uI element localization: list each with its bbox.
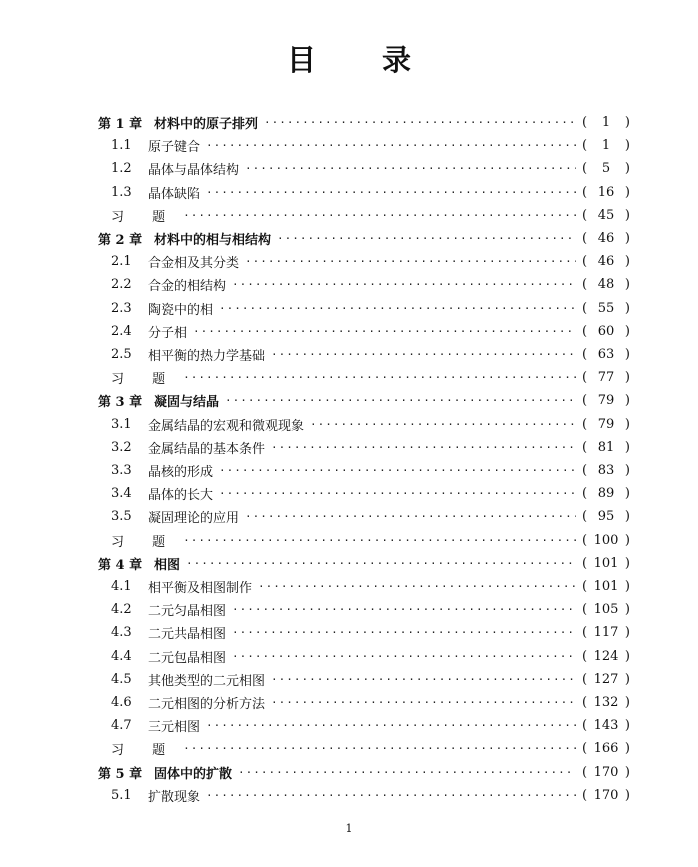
toc-entry-page: ( 101 ): [582, 579, 630, 594]
toc-entry-page: ( 77 ): [582, 370, 630, 386]
dot-leader: [219, 302, 576, 315]
toc-entry-number: 第 4 章: [98, 557, 143, 573]
toc-entry-page: ( 1 ): [582, 115, 630, 130]
toc-entry-number: 1.1: [111, 138, 132, 154]
toc-entry-page: ( 1 ): [582, 138, 630, 154]
toc-entry-title: 晶核的形成: [148, 465, 214, 480]
dot-leader: [258, 580, 576, 593]
dot-leader: [245, 162, 576, 175]
dot-leader: [225, 394, 576, 407]
toc-entry-page: ( 105 ): [582, 602, 630, 618]
toc-entry-chapter[interactable]: [98, 761, 630, 784]
toc-entry-page-number: 166: [593, 741, 619, 757]
dot-leader: [264, 116, 576, 129]
toc-entry-page-number: 95: [597, 509, 615, 525]
toc-entry-chapter[interactable]: [98, 552, 630, 575]
toc-entry-page: ( 170 ): [582, 787, 630, 803]
toc-entry-section[interactable]: [111, 714, 630, 737]
dot-leader: [271, 348, 576, 361]
toc-entry-page-number: 1: [601, 115, 611, 130]
toc-entry-section[interactable]: [111, 691, 630, 714]
toc-entry-number: 2.2: [111, 277, 132, 293]
toc-entry-section[interactable]: [111, 134, 630, 157]
dot-leader: [183, 742, 576, 755]
toc-entry-page: ( 79 ): [582, 393, 630, 409]
dot-leader: [186, 557, 576, 570]
toc-entry-number: 3.4: [111, 486, 132, 502]
toc-entry-section[interactable]: [111, 621, 630, 644]
toc-entry-chapter[interactable]: [98, 389, 630, 412]
toc-entry-title: 合金相及其分类: [148, 256, 240, 272]
toc-entry-title: 二元共晶相图: [148, 627, 227, 643]
toc-entry-number: 4.1: [111, 579, 132, 594]
toc-entry-page: ( 46 ): [582, 231, 630, 246]
toc-entry-page-number: 46: [597, 254, 615, 270]
toc-entry-title: 材料中的原子排列: [154, 117, 259, 132]
toc-entry-page: ( 124 ): [582, 648, 630, 664]
dot-leader: [219, 464, 576, 477]
toc-entry-page: ( 143 ): [582, 718, 630, 734]
toc-entry-page: ( 95 ): [582, 509, 630, 525]
dot-leader: [232, 278, 576, 291]
dot-leader: [183, 371, 576, 384]
toc-entry-number: 2.3: [111, 300, 132, 316]
toc-entry-page-number: 132: [593, 695, 619, 710]
toc-entry-number: 2.5: [111, 347, 132, 362]
toc-entry-title: 陶瓷中的相: [148, 302, 214, 318]
dot-leader: [238, 766, 576, 779]
toc-entry-title: 二元匀晶相图: [148, 604, 227, 620]
toc-entry-title: 固体中的扩散: [154, 766, 233, 782]
toc-entry-number: 5.1: [111, 787, 132, 803]
toc-entry-title: 习 题: [111, 372, 178, 388]
toc-entry-page-number: 101: [593, 555, 619, 571]
toc-entry-section[interactable]: [111, 598, 630, 621]
toc-entry-number: 4.5: [111, 671, 132, 687]
toc-entry-section[interactable]: [111, 575, 630, 598]
dot-leader: [271, 696, 576, 709]
toc-entry-page: ( 63 ): [582, 347, 630, 362]
toc-entry-page: ( 117 ): [582, 625, 630, 641]
toc-entry-page-number: 170: [593, 764, 619, 780]
toc-entry-page: ( 48 ): [582, 277, 630, 293]
dot-leader: [183, 534, 576, 547]
toc-entry-page: ( 101 ): [582, 555, 630, 571]
toc-entry-page-number: 124: [593, 648, 619, 664]
toc-entry-page-number: 5: [601, 161, 611, 177]
toc-entry-page-number: 45: [597, 207, 615, 223]
toc-entry-number: 3.2: [111, 439, 132, 455]
toc-entry-page-number: 105: [593, 602, 619, 618]
toc-entry-title: 三元相图: [148, 720, 201, 736]
dot-leader: [245, 255, 576, 268]
dot-leader: [206, 789, 576, 802]
toc-entry-page: ( 166 ): [582, 741, 630, 757]
toc-entry-page: ( 79 ): [582, 416, 630, 432]
toc-entry-page-number: 60: [597, 323, 615, 339]
toc-entry-page-number: 1: [601, 138, 611, 154]
toc-entry-page-number: 48: [597, 277, 615, 293]
toc-entry-page: ( 100 ): [582, 532, 630, 548]
toc-entry-page-number: 79: [597, 416, 615, 432]
dot-leader: [206, 139, 576, 152]
toc-entry-number: 3.5: [111, 509, 132, 525]
toc-entry-title: 习 题: [111, 743, 178, 759]
toc-entry-page-number: 81: [597, 439, 615, 455]
dot-leader: [206, 719, 576, 732]
toc-entry-section[interactable]: [111, 297, 630, 320]
toc-entry-section[interactable]: [111, 157, 630, 180]
dot-leader: [183, 209, 576, 222]
toc-entry-section[interactable]: [111, 413, 630, 436]
toc-entry-title: 晶体的长大: [148, 488, 214, 504]
toc-entry-section[interactable]: [111, 273, 630, 296]
toc-entry-number: 3.3: [111, 463, 132, 478]
toc-entry-number: 4.4: [111, 648, 132, 664]
toc-entry-page: ( 132 ): [582, 695, 630, 710]
toc-entry-page: ( 170 ): [582, 764, 630, 780]
toc-entry-number: 第 1 章: [98, 117, 143, 132]
toc-entry-number: 1.2: [111, 161, 132, 177]
toc-entry-page-number: 117: [593, 625, 619, 641]
toc-entry-section[interactable]: [111, 668, 630, 691]
toc-entry-section[interactable]: [111, 784, 630, 807]
toc-entry-page-number: 170: [593, 787, 619, 803]
toc-entry-page-number: 79: [597, 393, 615, 409]
toc-entry-number: 1.3: [111, 184, 132, 200]
toc-entry-section[interactable]: [111, 181, 630, 204]
dot-leader: [277, 232, 576, 245]
toc-entry-number: 第 3 章: [98, 395, 143, 411]
toc-entry-page-number: 63: [597, 347, 615, 362]
toc-entry-page: ( 5 ): [582, 161, 630, 177]
toc-entry-page-number: 16: [597, 184, 615, 200]
toc-entry-title: 凝固理论的应用: [148, 511, 240, 527]
toc-entry-title: 相图: [154, 557, 181, 573]
toc-entry-section[interactable]: [111, 459, 630, 482]
toc-entry-page-number: 55: [597, 300, 615, 316]
toc-entry-page-number: 100: [593, 532, 619, 548]
toc-entry-title: 相平衡的热力学基础: [148, 349, 266, 364]
dot-leader: [206, 186, 576, 199]
toc-entry-number: 4.2: [111, 602, 132, 618]
toc-entry-page: ( 89 ): [582, 486, 630, 502]
toc-entry-page-number: 83: [597, 463, 615, 478]
toc-entry-page: ( 127 ): [582, 671, 630, 687]
toc-entry-exercise[interactable]: [111, 529, 630, 552]
toc-entry-page-number: 77: [597, 370, 615, 386]
toc-entry-title: 合金的相结构: [148, 279, 227, 295]
dot-leader: [232, 603, 576, 616]
toc-entry-section[interactable]: [111, 320, 630, 343]
toc-entry-chapter[interactable]: [98, 111, 630, 134]
toc-entry-section[interactable]: [111, 343, 630, 366]
toc-entry-page: ( 83 ): [582, 463, 630, 478]
toc-entry-title: 材料中的相与相结构: [154, 233, 272, 248]
toc-entry-number: 4.6: [111, 695, 132, 710]
toc-entry-chapter[interactable]: [98, 227, 630, 250]
toc-entry-exercise[interactable]: [111, 737, 630, 760]
dot-leader: [310, 418, 576, 431]
toc-entry-page-number: 46: [597, 231, 615, 246]
toc-entry-number: 4.7: [111, 718, 132, 734]
dot-leader: [271, 441, 576, 454]
page-number: 1: [345, 822, 353, 835]
toc-entry-page: ( 16 ): [582, 184, 630, 200]
toc-entry-title: 金属结晶的宏观和微观现象: [148, 418, 305, 434]
dot-leader: [245, 510, 576, 523]
toc-entry-section[interactable]: [111, 482, 630, 505]
toc-entry-number: 第 5 章: [98, 766, 143, 782]
toc-entry-title: 分子相: [148, 325, 188, 341]
toc-entry-page: ( 46 ): [582, 254, 630, 270]
dot-leader: [232, 650, 576, 663]
toc-entry-page: ( 60 ): [582, 323, 630, 339]
toc-entry-title: 扩散现象: [148, 789, 201, 805]
toc-entry-title: 习 题: [111, 209, 178, 225]
toc-entry-page: ( 45 ): [582, 207, 630, 223]
toc-entry-title: 晶体缺陷: [148, 186, 201, 202]
toc-entry-number: 3.1: [111, 416, 132, 432]
toc-entry-exercise[interactable]: [111, 366, 630, 389]
toc-entry-number: 2.1: [111, 254, 132, 270]
toc-entry-title: 凝固与结晶: [154, 395, 220, 411]
toc-entry-title: 金属结晶的基本条件: [148, 441, 266, 457]
toc-entry-page-number: 143: [593, 718, 619, 734]
dot-leader: [219, 487, 576, 500]
toc-entry-title: 相平衡及相图制作: [148, 581, 253, 596]
toc-entry-page-number: 89: [597, 486, 615, 502]
page-title: 目 录: [286, 43, 440, 77]
toc-entry-title: 其他类型的二元相图: [148, 673, 266, 689]
toc-entry-number: 4.3: [111, 625, 132, 641]
toc-entry-exercise[interactable]: [111, 204, 630, 227]
toc-entry-title: 习 题: [111, 534, 178, 550]
toc-entry-page: ( 81 ): [582, 439, 630, 455]
toc-entry-section[interactable]: [111, 436, 630, 459]
toc-entry-title: 原子键合: [148, 140, 201, 156]
toc-entry-title: 二元包晶相图: [148, 650, 227, 666]
toc-entry-number: 第 2 章: [98, 233, 143, 248]
toc-entry-title: 二元相图的分析方法: [148, 697, 266, 712]
toc-entry-number: 2.4: [111, 323, 132, 339]
toc-entry-page-number: 127: [593, 671, 619, 687]
dot-leader: [232, 626, 576, 639]
toc-entry-page-number: 101: [593, 579, 619, 594]
dot-leader: [271, 673, 576, 686]
toc-entry-section[interactable]: [111, 645, 630, 668]
dot-leader: [193, 325, 576, 338]
toc-entry-section[interactable]: [111, 505, 630, 528]
toc-entry-title: 晶体与晶体结构: [148, 163, 240, 179]
toc-entry-section[interactable]: [111, 250, 630, 273]
toc-entry-page: ( 55 ): [582, 300, 630, 316]
